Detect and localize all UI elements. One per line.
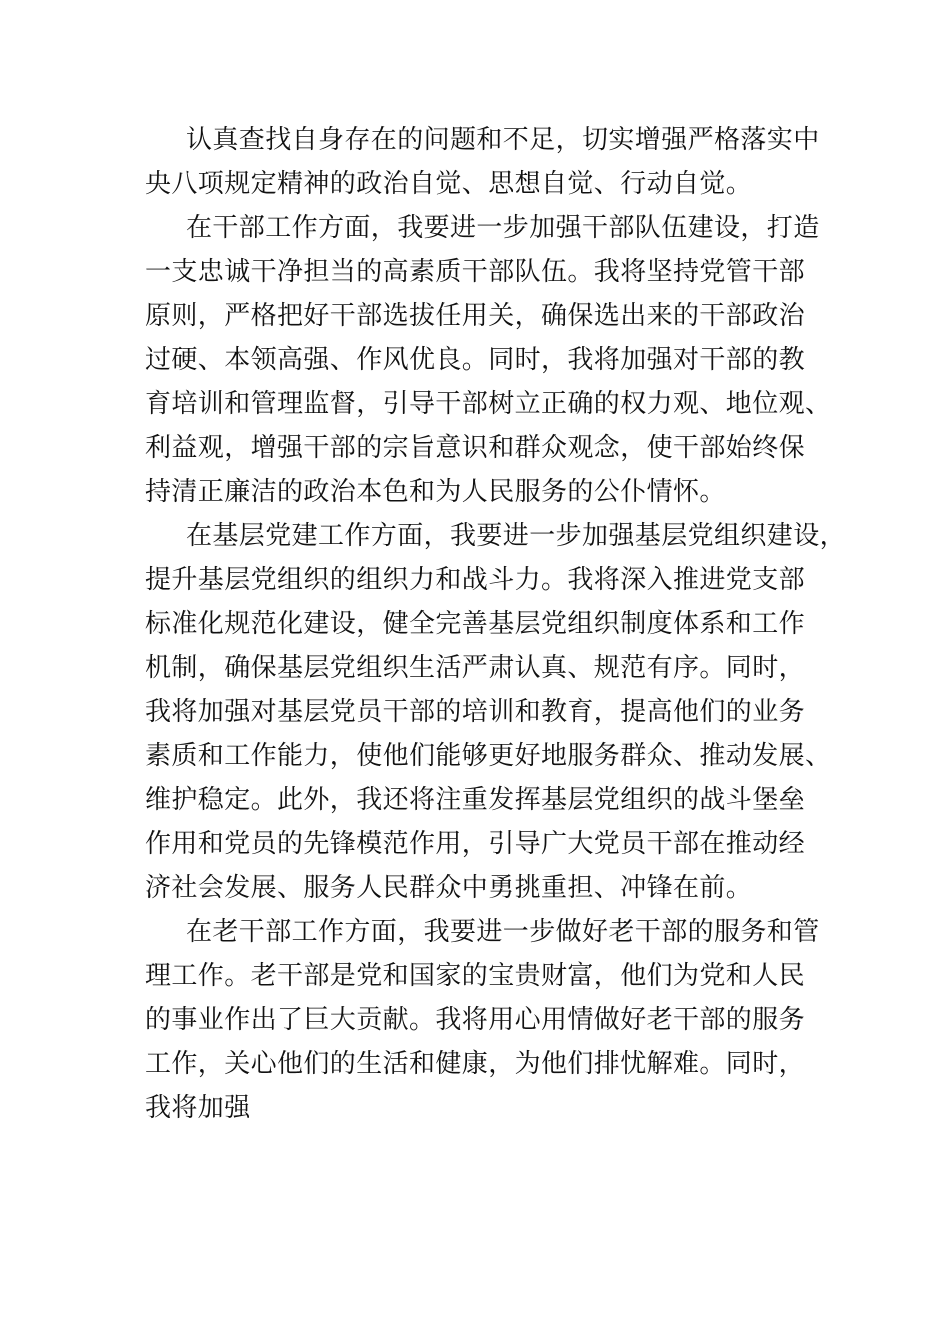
text-line: 在老干部工作方面，我要进一步做好老干部的服务和管 — [186, 917, 820, 947]
text-line: 我将加强 — [145, 1093, 251, 1123]
text-line: 育培训和管理监督，引导干部树立正确的权力观、地位观、 — [145, 389, 832, 419]
text-line: 标准化规范化建设，健全完善基层党组织制度体系和工作 — [145, 609, 806, 639]
text-line: 过硬、本领高强、作风优良。同时，我将加强对干部的教 — [145, 345, 806, 375]
text-line: 工作，关心他们的生活和健康，为他们排忧解难。同时， — [145, 1049, 806, 1079]
text-line: 作用和党员的先锋模范作用，引导广大党员干部在推动经 — [145, 829, 806, 859]
text-line: 我将加强对基层党员干部的培训和教育，提高他们的业务 — [145, 697, 806, 727]
text-line: 济社会发展、服务人民群众中勇挑重担、冲锋在前。 — [145, 873, 753, 903]
text-line: 认真查找自身存在的问题和不足，切实增强严格落实中 — [186, 125, 820, 155]
text-line: 在干部工作方面，我要进一步加强干部队伍建设，打造 — [186, 213, 820, 243]
text-line: 利益观，增强干部的宗旨意识和群众观念，使干部始终保 — [145, 433, 806, 463]
text-line: 素质和工作能力，使他们能够更好地服务群众、推动发展、 — [145, 741, 832, 771]
text-line: 在基层党建工作方面，我要进一步加强基层党组织建设， — [186, 521, 847, 551]
text-line: 机制，确保基层党组织生活严肃认真、规范有序。同时， — [145, 653, 806, 683]
text-line: 一支忠诚干净担当的高素质干部队伍。我将坚持党管干部 — [145, 257, 806, 287]
text-line: 原则，严格把好干部选拔任用关，确保选出来的干部政治 — [145, 301, 806, 331]
text-line: 央八项规定精神的政治自觉、思想自觉、行动自觉。 — [145, 169, 753, 199]
text-line: 提升基层党组织的组织力和战斗力。我将深入推进党支部 — [145, 565, 806, 595]
text-line: 维护稳定。此外，我还将注重发挥基层党组织的战斗堡垒 — [145, 785, 806, 815]
text-line: 的事业作出了巨大贡献。我将用心用情做好老干部的服务 — [145, 1005, 806, 1035]
text-line: 持清正廉洁的政治本色和为人民服务的公仆情怀。 — [145, 477, 726, 507]
text-line: 理工作。老干部是党和国家的宝贵财富，他们为党和人民 — [145, 961, 806, 991]
